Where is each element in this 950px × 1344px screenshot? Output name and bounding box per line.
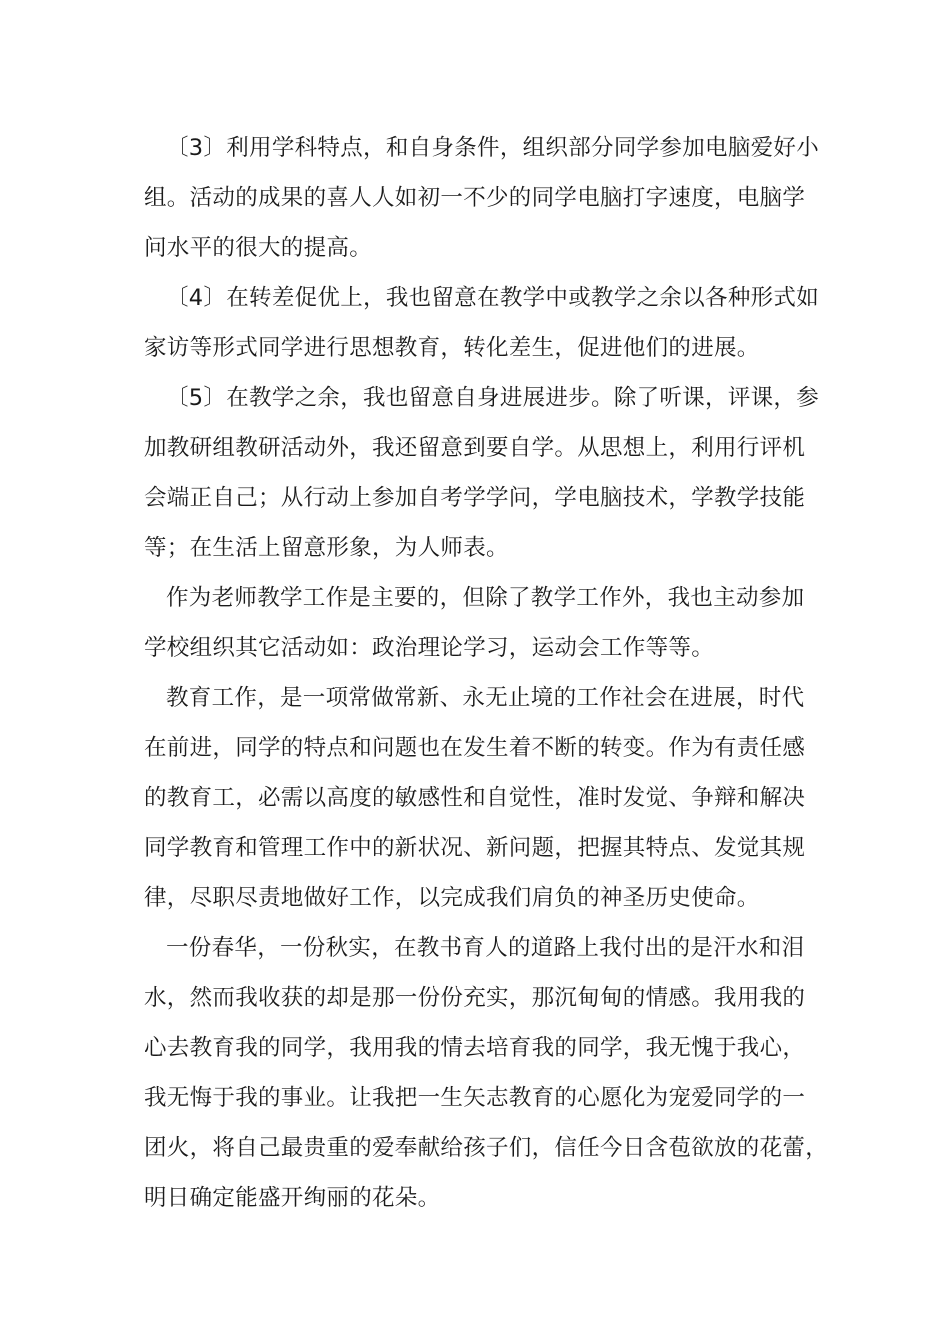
paragraph-closing-line-2: 水，然而我收获的却是那一份份充实，那沉甸甸的情感。我用我的 bbox=[144, 985, 806, 1011]
paragraph-teacher-line-1: 作为老师教学工作是主要的，但除了教学工作外，我也主动参加 bbox=[166, 585, 805, 611]
paragraph-5-line-3: 会端正自己；从行动上参加自考学学问，学电脑技术，学教学技能 bbox=[144, 485, 806, 511]
paragraph-closing-line-6: 明日确定能盛开绚丽的花朵。 bbox=[144, 1185, 441, 1211]
paragraph-teacher-line-2: 学校组织其它活动如：政治理论学习，运动会工作等等。 bbox=[144, 635, 715, 661]
paragraph-education-line-1: 教育工作，是一项常做常新、永无止境的工作社会在进展，时代 bbox=[166, 685, 805, 711]
paragraph-5-line-1: 〔5〕在教学之余，我也留意自身进展进步。除了听课，评课，参 bbox=[166, 385, 820, 411]
paragraph-3-line-3: 问水平的很大的提高。 bbox=[144, 235, 373, 261]
paragraph-4-line-2: 家访等形式同学进行思想教育，转化差生，促进他们的进展。 bbox=[144, 335, 760, 361]
paragraph-closing-line-4: 我无悔于我的事业。让我把一生矢志教育的心愿化为宠爱同学的一 bbox=[144, 1085, 806, 1111]
paragraph-education-line-4: 同学教育和管理工作中的新状况、新问题，把握其特点、发觉其规 bbox=[144, 835, 806, 861]
paragraph-3-line-2: 组。活动的成果的喜人人如初一不少的同学电脑打字速度，电脑学 bbox=[144, 185, 806, 211]
paragraph-5-line-4: 等；在生活上留意形象，为人师表。 bbox=[144, 535, 509, 561]
paragraph-education-line-3: 的教育工，必需以高度的敏感性和自觉性，准时发觉、争辩和解决 bbox=[144, 785, 806, 811]
paragraph-closing-line-3: 心去教育我的同学，我用我的情去培育我的同学，我无愧于我心， bbox=[144, 1035, 806, 1061]
paragraph-4-line-1: 〔4〕在转差促优上，我也留意在教学中或教学之余以各种形式如 bbox=[166, 285, 820, 311]
paragraph-closing-line-5: 团火，将自己最贵重的爱奉献给孩子们，信任今日含苞欲放的花蕾， bbox=[144, 1135, 829, 1161]
paragraph-education-line-2: 在前进，同学的特点和问题也在发生着不断的转变。作为有责任感 bbox=[144, 735, 806, 761]
paragraph-closing-line-1: 一份春华，一份秋实，在教书育人的道路上我付出的是汗水和泪 bbox=[166, 935, 805, 961]
paragraph-3-line-1: 〔3〕利用学科特点，和自身条件，组织部分同学参加电脑爱好小 bbox=[166, 135, 820, 161]
paragraph-education-line-5: 律，尽职尽责地做好工作，以完成我们肩负的神圣历史使命。 bbox=[144, 885, 760, 911]
paragraph-5-line-2: 加教研组教研活动外，我还留意到要自学。从思想上，利用行评机 bbox=[144, 435, 806, 461]
